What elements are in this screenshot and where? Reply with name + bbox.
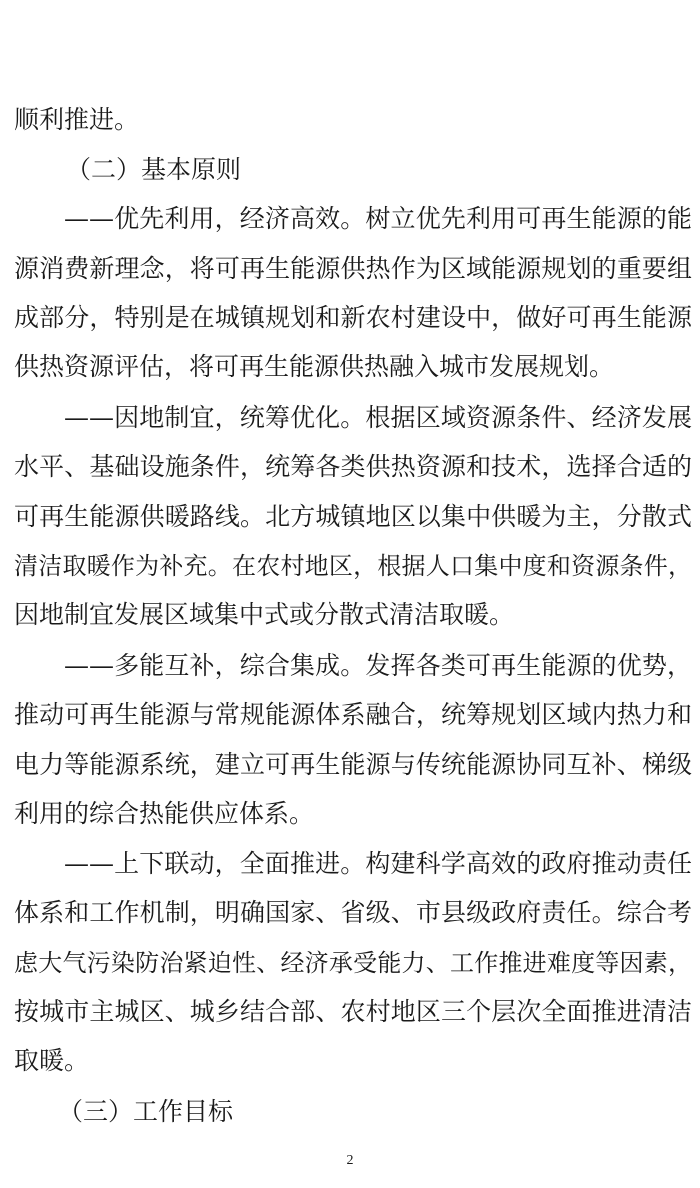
paragraph-line: 推动可再生能源与常规能源体系融合，统筹规划区域内热力和 <box>14 700 692 729</box>
section-heading: （三）工作目标 <box>58 1097 234 1126</box>
paragraph-line: ——上下联动，全面推进。构建科学高效的政府推动责任 <box>64 849 692 878</box>
paragraph-line: 取暖。 <box>14 1046 90 1075</box>
paragraph-line: 利用的综合热能供应体系。 <box>14 799 315 828</box>
paragraph-line: 因地制宜发展区域集中式或分散式清洁取暖。 <box>14 600 515 629</box>
paragraph-line: 虑大气污染防治紧迫性、经济承受能力、工作推进难度等因素， <box>14 949 692 977</box>
paragraph-line: 清洁取暖作为补充。在农村地区，根据人口集中度和资源条件， <box>14 552 692 580</box>
paragraph-line: 供热资源评估，将可再生能源供热融入城市发展规划。 <box>14 352 615 381</box>
paragraph-line: 按城市主城区、城乡结合部、农村地区三个层次全面推进清洁 <box>14 997 692 1026</box>
paragraph-line: ——因地制宜，统筹优化。根据区域资源条件、经济发展 <box>64 403 692 432</box>
paragraph-line: 顺利推进。 <box>14 105 140 134</box>
paragraph-line: ——优先利用，经济高效。树立优先利用可再生能源的能 <box>64 204 692 233</box>
paragraph-line: 体系和工作机制，明确国家、省级、市县级政府责任。综合考 <box>14 898 692 927</box>
page-number: 2 <box>346 1153 354 1168</box>
paragraph-line: 可再生能源供暖路线。北方城镇地区以集中供暖为主，分散式 <box>14 502 692 531</box>
section-heading: （二）基本原则 <box>66 155 242 184</box>
paragraph-line: 源消费新理念，将可再生能源供热作为区域能源规划的重要组 <box>14 254 692 283</box>
paragraph-line: 水平、基础设施条件，统筹各类供热资源和技术，选择合适的 <box>14 452 692 481</box>
paragraph-line: 成部分，特别是在城镇规划和新农村建设中，做好可再生能源 <box>14 303 692 332</box>
paragraph-line: 电力等能源系统，建立可再生能源与传统能源协同互补、梯级 <box>14 750 692 779</box>
paragraph-line: ——多能互补，综合集成。发挥各类可再生能源的优势， <box>64 651 692 680</box>
